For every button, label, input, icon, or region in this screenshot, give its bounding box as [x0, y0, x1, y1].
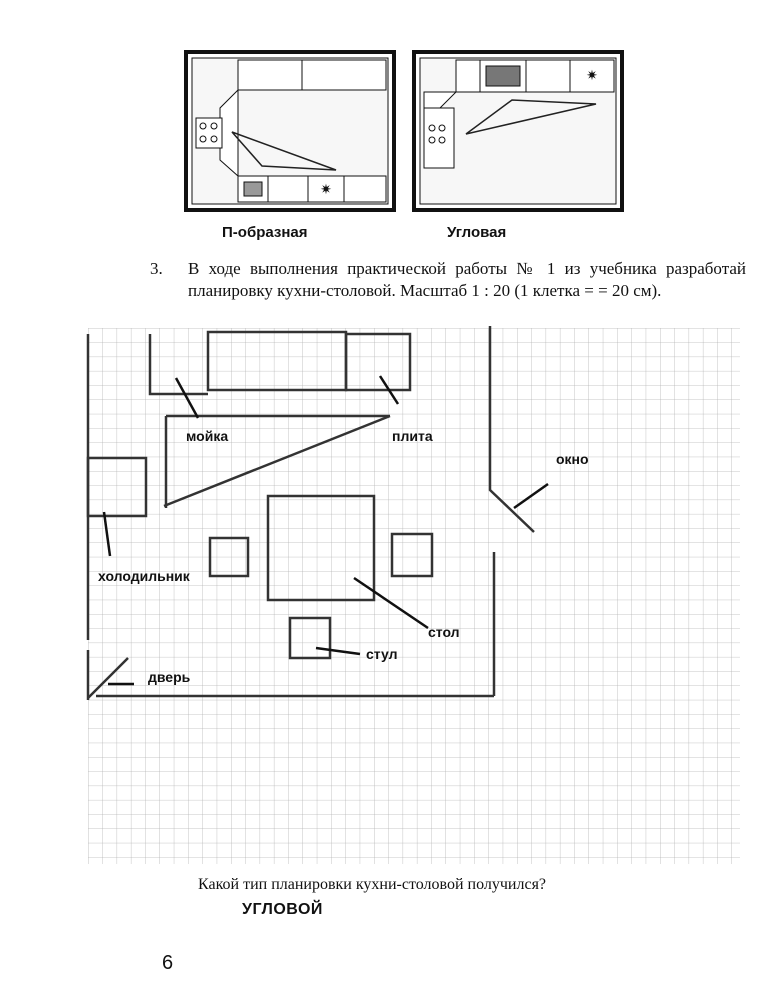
page-number: 6	[162, 952, 174, 974]
label-sink: мойка	[186, 428, 229, 444]
label-window: окно	[556, 451, 589, 467]
label-chair: стул	[366, 646, 398, 662]
label-stove: плита	[392, 428, 433, 444]
task-text: В ходе выполнения практической работы № 1 из учебника разработай планировку кухни-столовой. Масштаб 1 : 20 (1 клетка = = 20 см).	[188, 259, 746, 300]
caption-corner: Угловая	[447, 224, 507, 241]
svg-text:✷: ✷	[320, 183, 332, 198]
task-number: 3.	[150, 259, 163, 278]
label-door: дверь	[148, 669, 191, 685]
svg-text:✷: ✷	[586, 69, 598, 84]
label-fridge: холодильник	[98, 568, 190, 584]
question-text: Какой тип планировки кухни-столовой получился?	[198, 876, 547, 893]
grid-paper	[88, 328, 740, 864]
label-table: стол	[428, 624, 460, 640]
caption-u-shaped: П-образная	[222, 224, 308, 241]
answer-text: УГЛОВОЙ	[242, 901, 323, 918]
